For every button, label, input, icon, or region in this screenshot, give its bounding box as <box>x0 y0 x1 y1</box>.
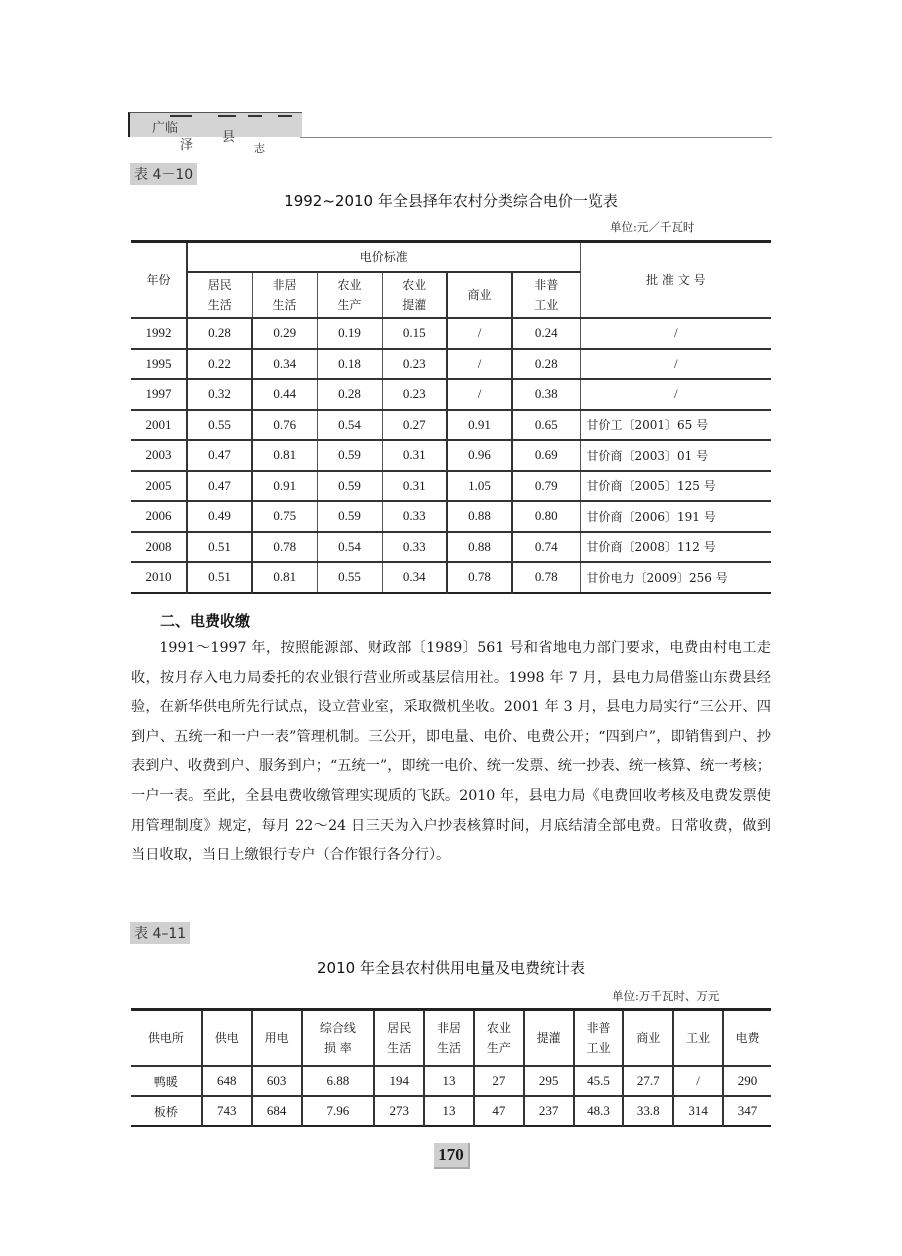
value-cell: 47 <box>474 1096 524 1126</box>
column-header-line: 生活 <box>437 1041 462 1055</box>
price-cell: 0.69 <box>512 440 580 471</box>
consumption-table <box>131 1008 771 1127</box>
price-cell: 0.81 <box>252 440 317 471</box>
approval-cell: 甘价商〔2006〕191 号 <box>580 501 771 532</box>
value-cell: 27 <box>474 1066 524 1096</box>
year-cell: 1995 <box>131 349 187 380</box>
price-cell: 0.76 <box>252 410 317 441</box>
column-header-line: 居民 <box>387 1021 412 1035</box>
price-cell: 0.59 <box>317 440 382 471</box>
column-header <box>374 1010 424 1067</box>
approval-cell: / <box>580 318 771 349</box>
value-cell: 347 <box>723 1096 771 1126</box>
page-number: 170 <box>434 1143 470 1169</box>
price-cell: 0.31 <box>382 471 447 502</box>
header-price-standard: 电价标准 <box>187 242 580 273</box>
table-label: 表 4–11 <box>130 922 190 944</box>
price-cell: 0.65 <box>512 410 580 441</box>
price-cell: 0.49 <box>187 501 252 532</box>
running-header-char: 广临 <box>152 121 179 136</box>
price-cell: 0.23 <box>382 379 447 410</box>
price-cell: 0.79 <box>512 471 580 502</box>
table-unit: 单位:万千瓦时、万元 <box>612 989 720 1003</box>
column-header <box>302 1010 375 1067</box>
table-label: 表 4－10 <box>130 163 197 185</box>
table-row <box>131 532 771 563</box>
table-title: 1992~2010 年全县择年农村分类综合电价一览表 <box>284 192 618 210</box>
value-cell: 290 <box>723 1066 771 1096</box>
approval-cell: 甘价电力〔2009〕256 号 <box>580 562 771 593</box>
header-approval: 批 准 文 号 <box>580 242 771 319</box>
price-cell: 0.28 <box>187 318 252 349</box>
column-header-line: 提灌 <box>536 1031 561 1045</box>
value-cell: 7.96 <box>302 1096 375 1126</box>
body-paragraph <box>131 634 771 871</box>
price-cell: 1.05 <box>447 471 512 502</box>
station-cell: 板桥 <box>131 1096 202 1126</box>
value-cell: / <box>673 1066 723 1096</box>
price-cell: / <box>447 318 512 349</box>
column-header-line: 商业 <box>467 288 492 302</box>
price-cell: 0.74 <box>512 532 580 563</box>
value-cell: 6.88 <box>302 1066 375 1096</box>
header-year: 年份 <box>146 273 171 287</box>
column-header <box>131 1010 202 1067</box>
value-cell: 27.7 <box>623 1066 673 1096</box>
price-cell: 0.23 <box>382 349 447 380</box>
price-cell: 0.91 <box>252 471 317 502</box>
column-header <box>382 272 447 318</box>
price-cell: 0.59 <box>317 471 382 502</box>
table-row <box>131 562 771 593</box>
price-cell: 0.88 <box>447 532 512 563</box>
value-cell: 295 <box>524 1066 574 1096</box>
price-cell: 0.47 <box>187 440 252 471</box>
price-cell: 0.34 <box>252 349 317 380</box>
value-cell: 13 <box>424 1096 474 1126</box>
column-header <box>447 272 512 318</box>
column-header-line: 非普 <box>534 278 559 292</box>
column-header <box>673 1010 723 1067</box>
price-cell: 0.80 <box>512 501 580 532</box>
column-header-line: 综合线 <box>319 1021 356 1035</box>
column-header-line: 生产 <box>486 1041 511 1055</box>
header-rule <box>300 137 772 138</box>
year-cell: 1992 <box>131 318 187 349</box>
running-header-char: 泽 <box>180 138 194 153</box>
column-header-line: 生活 <box>272 298 297 312</box>
price-cell: 0.59 <box>317 501 382 532</box>
price-cell: 0.28 <box>512 349 580 380</box>
table-row <box>131 501 771 532</box>
price-cell: 0.54 <box>317 532 382 563</box>
column-header-line: 电费 <box>735 1031 760 1045</box>
price-cell: 0.28 <box>317 379 382 410</box>
column-header-line: 非普 <box>586 1021 611 1035</box>
column-header <box>574 1010 624 1067</box>
price-cell: 0.96 <box>447 440 512 471</box>
column-header-line: 用电 <box>264 1031 289 1045</box>
column-header <box>474 1010 524 1067</box>
year-cell: 1997 <box>131 379 187 410</box>
table-row <box>131 379 771 410</box>
price-cell: 0.78 <box>447 562 512 593</box>
header-dash <box>248 115 262 117</box>
column-header-line: 居民 <box>207 278 232 292</box>
price-cell: 0.27 <box>382 410 447 441</box>
approval-cell: 甘价商〔2008〕112 号 <box>580 532 771 563</box>
paragraph-text: 1991～1997 年，按照能源部、财政部〔1989〕561 号和省地电力部门要求，电费由村电工走收，按月存入电力局委托的农业银行营业所或基层信用社。1998 年 7 月，县电力局借鉴山东费县经验，在新华供电所先行试点，设立营业室，采取微机坐收。2001 年 3 月，县电力局实行“三公开、四到户、五统一和一户一表”管理机制。三公开，即电量、电价、电费公开；“四到户”，即销售到户、抄表到户、收费到户、服务到户；“五统一”，即统一电价、统一发票、统一抄表、统一核算、统一考核；一户一表。至此，全县电费收缴管理实现质的飞跃。2010 年，县电力局《电费回收考核及电费发票使用管理制度》规定，每月 22～24 日三天为入户抄表核算时间，月底结清全部电费。日常收费，做到当日收取，当日上缴银行专户（合作银行各分行）。 <box>131 640 771 864</box>
price-cell: 0.24 <box>512 318 580 349</box>
approval-cell: 甘价工〔2001〕65 号 <box>580 410 771 441</box>
column-header <box>623 1010 673 1067</box>
column-header-line: 农业 <box>402 278 427 292</box>
table-row <box>131 1096 771 1126</box>
table-row <box>131 349 771 380</box>
price-cell: 0.34 <box>382 562 447 593</box>
price-cell: 0.55 <box>317 562 382 593</box>
year-cell: 2010 <box>131 562 187 593</box>
value-cell: 743 <box>202 1096 252 1126</box>
table-row <box>131 440 771 471</box>
table-row <box>131 410 771 441</box>
column-header-line: 农业 <box>486 1021 511 1035</box>
value-cell: 237 <box>524 1096 574 1126</box>
value-cell: 648 <box>202 1066 252 1096</box>
year-cell: 2005 <box>131 471 187 502</box>
price-cell: / <box>447 349 512 380</box>
year-cell: 2008 <box>131 532 187 563</box>
price-cell: 0.78 <box>252 532 317 563</box>
price-cell: / <box>447 379 512 410</box>
table-row <box>131 318 771 349</box>
table-unit: 单位:元／千瓦时 <box>610 220 695 234</box>
price-cell: 0.31 <box>382 440 447 471</box>
table-title: 2010 年全县农村供用电量及电费统计表 <box>317 959 585 977</box>
year-cell: 2006 <box>131 501 187 532</box>
column-header-line: 非居 <box>437 1021 462 1035</box>
column-header-line: 工业 <box>586 1041 611 1055</box>
value-cell: 48.3 <box>574 1096 624 1126</box>
table-row <box>131 1066 771 1096</box>
column-header <box>252 272 317 318</box>
column-header-line: 商业 <box>636 1031 661 1045</box>
price-cell: 0.15 <box>382 318 447 349</box>
column-header-line: 生活 <box>387 1041 412 1055</box>
year-cell: 2003 <box>131 440 187 471</box>
column-header-line: 工业 <box>534 298 559 312</box>
price-cell: 0.33 <box>382 501 447 532</box>
column-header-line: 损 率 <box>323 1041 352 1055</box>
value-cell: 33.8 <box>623 1096 673 1126</box>
header-dash <box>218 115 236 117</box>
price-cell: 0.33 <box>382 532 447 563</box>
column-header <box>723 1010 771 1067</box>
value-cell: 684 <box>252 1096 302 1126</box>
column-header-line: 生产 <box>337 298 362 312</box>
value-cell: 194 <box>374 1066 424 1096</box>
price-cell: 0.44 <box>252 379 317 410</box>
column-header-line: 非居 <box>272 278 297 292</box>
header-dash <box>278 115 292 117</box>
value-cell: 314 <box>673 1096 723 1126</box>
column-header <box>524 1010 574 1067</box>
price-cell: 0.54 <box>317 410 382 441</box>
price-cell: 0.78 <box>512 562 580 593</box>
column-header-line: 提灌 <box>402 298 427 312</box>
year-cell: 2001 <box>131 410 187 441</box>
price-cell: 0.55 <box>187 410 252 441</box>
approval-cell: / <box>580 379 771 410</box>
price-cell: 0.29 <box>252 318 317 349</box>
column-header-line: 生活 <box>207 298 232 312</box>
price-cell: 0.81 <box>252 562 317 593</box>
running-header-char: 志 <box>254 142 265 155</box>
column-header <box>202 1010 252 1067</box>
price-cell: 0.88 <box>447 501 512 532</box>
approval-cell: / <box>580 349 771 380</box>
value-cell: 45.5 <box>574 1066 624 1096</box>
price-cell: 0.47 <box>187 471 252 502</box>
column-header <box>317 272 382 318</box>
section-heading: 二、电费收缴 <box>160 612 251 630</box>
price-cell: 0.91 <box>447 410 512 441</box>
value-cell: 603 <box>252 1066 302 1096</box>
approval-cell: 甘价商〔2003〕01 号 <box>580 440 771 471</box>
running-header-char: 县 <box>222 130 236 145</box>
approval-cell: 甘价商〔2005〕125 号 <box>580 471 771 502</box>
column-header-line: 供电 <box>214 1031 239 1045</box>
column-header <box>512 272 580 318</box>
value-cell: 13 <box>424 1066 474 1096</box>
column-header <box>252 1010 302 1067</box>
table-row <box>131 471 771 502</box>
price-cell: 0.51 <box>187 562 252 593</box>
column-header <box>187 272 252 318</box>
price-cell: 0.32 <box>187 379 252 410</box>
value-cell: 273 <box>374 1096 424 1126</box>
price-cell: 0.18 <box>317 349 382 380</box>
price-cell: 0.22 <box>187 349 252 380</box>
price-cell: 0.38 <box>512 379 580 410</box>
column-header-line: 农业 <box>337 278 362 292</box>
price-cell: 0.75 <box>252 501 317 532</box>
price-cell: 0.19 <box>317 318 382 349</box>
price-cell: 0.51 <box>187 532 252 563</box>
price-table <box>131 240 771 594</box>
station-cell: 鸭暖 <box>131 1066 202 1096</box>
column-header-line: 工业 <box>686 1031 711 1045</box>
column-header <box>424 1010 474 1067</box>
column-header-line: 供电所 <box>147 1031 184 1045</box>
